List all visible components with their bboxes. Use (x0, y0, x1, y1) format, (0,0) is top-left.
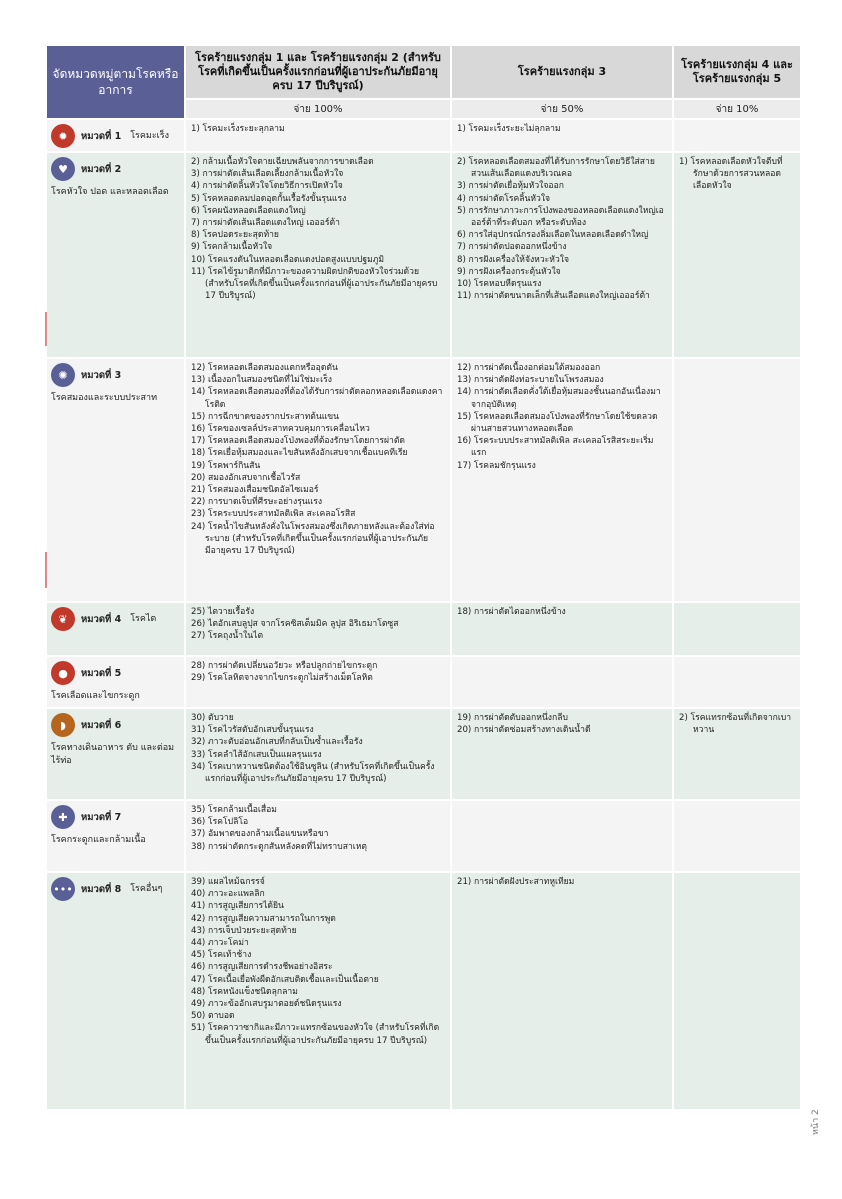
disease-list-g1 (185, 602, 451, 656)
category-row (46, 119, 801, 152)
disease-item: 41) การสูญเสียการได้ยิน (191, 901, 284, 912)
group1-2-payout: จ่าย 100% (185, 99, 451, 119)
disease-item: 18) โรคเยื่อหุ้มสมองและไขสันหลังอักเสบจากเชื้อแบคทีเรีย (191, 448, 408, 459)
disease-list-g1 (185, 656, 451, 708)
disease-list-g45 (673, 358, 801, 602)
disease-item: 21) การผ่าตัดฝังประสาทหูเทียม (457, 877, 575, 887)
group4-5-header: โรคร้ายแรงกลุ่ม 4 และโรคร้ายแรงกลุ่ม 5 (673, 45, 801, 99)
disease-item: 28) การผ่าตัดเปลี่ยนอวัยวะ หรือปลูกถ่ายไขกระดูก (191, 661, 378, 671)
category-row (46, 800, 801, 872)
category-description: โรคเลือดและไขกระดูก (51, 691, 140, 701)
category-row (46, 656, 801, 708)
category-number: หมวดที่ 7 (81, 811, 122, 823)
group3-payout: จ่าย 50% (451, 99, 673, 119)
group3-header: โรคร้ายแรงกลุ่ม 3 (451, 45, 673, 99)
disease-list-g1 (185, 872, 451, 1110)
disease-item: 10) โรคแรงดันในหลอดเลือดแดงปอดสูงแบบปฐมภูมิ (191, 254, 385, 265)
disease-item: 17) โรคหลอดเลือดสมองโป่งพองที่ต้องรักษาโดยการผ่าตัด (191, 436, 405, 447)
disease-item: 4) การผ่าตัดโรคลิ้นหัวใจ (457, 193, 551, 204)
disease-item: 10) โรคหอบหืดรุนแรง (457, 279, 542, 290)
disease-item: 45) โรคเท้าช้าง (191, 950, 252, 961)
disease-item: 19) การผ่าตัดตับออกหนึ่งกลีบ (457, 713, 568, 723)
disease-item: 3) การผ่าตัดเยื่อหุ้มหัวใจออก (457, 181, 564, 192)
disease-item: 20) สมองอักเสบจากเชื้อไวรัส (191, 472, 301, 483)
heart-icon: ♥ (51, 157, 75, 181)
disease-list-g3 (451, 800, 673, 872)
category-row (46, 872, 801, 1110)
disease-item: 46) การสูญเสียการดำรงชีพอย่างอิสระ (191, 962, 333, 973)
critical-illness-table (45, 44, 802, 1111)
disease-list-g3 (451, 708, 673, 800)
disease-item: 12) โรคหลอดเลือดสมองแตกหรืออุดตัน (191, 363, 338, 373)
disease-list-g3 (451, 656, 673, 708)
disease-item: 2) โรคแทรกซ้อนที่เกิดจากเบาหวาน (679, 713, 792, 736)
category-number: หมวดที่ 5 (81, 667, 122, 679)
category-label-cell (46, 602, 185, 656)
disease-list-g45 (673, 872, 801, 1110)
disease-item: 37) อัมพาตของกล้ามเนื้อแขนหรือขา (191, 829, 329, 840)
disease-item: 13) การผ่าตัดฝังท่อระบายในโพรงสมอง (457, 375, 604, 386)
disease-item: 17) โรคลมชักรุนแรง (457, 460, 536, 471)
disease-list-g45 (673, 708, 801, 800)
category-label-cell (46, 119, 185, 152)
category-name: โรคไต (130, 613, 157, 624)
disease-item: 19) โรคพาร์กินสัน (191, 460, 261, 471)
disease-item: 18) การผ่าตัดไตออกหนึ่งข้าง (457, 607, 566, 617)
disease-item: 5) การรักษาภาวะการโป่งพองของหลอดเลือดแดงใหญ่เอออร์ต้าที่ระดับอก หรือระดับท้อง (457, 205, 664, 229)
disease-list-g3 (451, 152, 673, 358)
disease-item: 11) การผ่าตัดขนาดเล็กที่เส้นเลือดแดงใหญ่เอออร์ต้า (457, 291, 650, 302)
disease-item: 23) โรคระบบประสาทมัลติเพิล สะเคลอโรสิส (191, 509, 356, 520)
disease-item: 8) การฝังเครื่องให้จังหวะหัวใจ (457, 254, 570, 265)
disease-item: 6) โรคผนังหลอดเลือดแดงใหญ่ (191, 205, 306, 216)
category-row (46, 358, 801, 602)
disease-item: 21) โรคสมองเสื่อมชนิดอัลไซเมอร์ (191, 485, 319, 496)
disease-item: 12) การผ่าตัดเนื้องอกต่อมใต้สมองออก (457, 363, 601, 373)
disease-item: 13) เนื้องอกในสมองชนิดที่ไม่ใช่มะเร็ง (191, 375, 332, 386)
disease-item: 2) โรคหลอดเลือดสมองที่ได้รับการรักษาโดยวิธีใส่สายสวนเส้นเลือดแดงบริเวณคอ (457, 157, 655, 180)
margin-mark (45, 312, 47, 346)
disease-item: 51) โรคคาวาซากิและมีภาวะแทรกซ้อนของหัวใจ (สำหรับโรคที่เกิดขึ้นเป็นครั้งแรกก่อนที่ผู้เอาประกันภัยมีอายุครบ 17 ปีบริบูรณ์) (191, 1023, 440, 1046)
disease-item: 7) การผ่าตัดเส้นเลือดแดงใหญ่ เอออร์ต้า (191, 218, 340, 229)
disease-item: 20) การผ่าตัดซ่อมสร้างทางเดินน้ำดี (457, 725, 591, 736)
disease-item: 15) การฉีกขาดของรากประสาทต้นแขน (191, 411, 340, 422)
disease-item: 14) โรคหลอดเลือดสมองที่ต้องได้รับการผ่าตัดลอกหลอดเลือดแดงคาโรติด (191, 387, 443, 410)
disease-item: 47) โรคเนื้อเยื่อพังผืดอักเสบติดเชื้อและเป็นเนื้อตาย (191, 974, 379, 985)
disease-list-g1 (185, 119, 451, 152)
disease-item: 5) โรคหลอดลมปอดอุดกั้นเรื้อรังขั้นรุนแรง (191, 193, 347, 204)
category-label-cell (46, 708, 185, 800)
disease-list-g45 (673, 800, 801, 872)
disease-item: 24) โรคน้ำไขสันหลังคั่งในโพรงสมองซึ่งเกิดภายหลังและต้องใส่ท่อระบาย (สำหรับโรคที่เกิดขึ้นเป็นครั้งแรกก่อนที่ผู้เอาประกันภัยมีอายุครบ 17 ปีบริบูรณ์) (191, 521, 435, 557)
category-label-cell (46, 358, 185, 602)
category-number: หมวดที่ 8 (81, 883, 122, 895)
disease-item: 26) ไตอักเสบลูปุส จากโรคซิสเต็มมิค ลูปุส อิริเธมาโตซูส (191, 619, 399, 630)
disease-list-g45 (673, 152, 801, 358)
category-row (46, 602, 801, 656)
category-description: โรคทางเดินอาหาร ตับ และต่อมไร้ท่อ (51, 743, 175, 766)
disease-item: 40) ภาวะอะแพลลิก (191, 889, 265, 900)
disease-item: 35) โรคกล้ามเนื้อเสื่อม (191, 805, 277, 815)
category-number: หมวดที่ 1 (81, 130, 122, 142)
disease-item: 31) โรคไวรัสตับอักเสบขั้นรุนแรง (191, 725, 314, 736)
disease-item: 14) การผ่าตัดเลือดคั่งใต้เยื่อหุ้มสมองชั้นนอกอันเนื่องมาจากอุบัติเหตุ (457, 387, 661, 410)
disease-item: 34) โรคเบาหวานชนิดต้องใช้อินซูลิน (สำหรับโรคที่เกิดขึ้นเป็นครั้งแรกก่อนที่ผู้เอาประกันภัยมีอายุครบ 17 ปีบริบูรณ์) (191, 761, 435, 785)
disease-item: 25) ไตวายเรื้อรัง (191, 607, 255, 617)
disease-item: 11) โรคไข้รูมาติกที่มีภาวะของความผิดปกติของหัวใจร่วมด้วย (สำหรับโรคที่เกิดขึ้นเป็นครั้งแรกก่อนที่ผู้เอาประกันภัยมีอายุครบ 17 ปีบริบูรณ์) (191, 266, 438, 302)
category-description: โรคกระดูกและกล้ามเนื้อ (51, 835, 146, 845)
cancer-cell-icon: ✹ (51, 124, 75, 148)
disease-list-g1 (185, 800, 451, 872)
disease-item: 49) ภาวะข้ออักเสบรูมาตอยด์ชนิดรุนแรง (191, 999, 342, 1010)
disease-item: 29) โรคโลหิตจางจากไขกระดูกไม่สร้างเม็ดโลหิต (191, 673, 373, 684)
disease-list-g3 (451, 119, 673, 152)
disease-item: 3) การผ่าตัดเส้นเลือดเลี้ยงกล้ามเนื้อหัวใจ (191, 169, 344, 180)
disease-item: 44) ภาวะโคม่า (191, 938, 249, 949)
category-row (46, 708, 801, 800)
disease-item: 50) ตาบอด (191, 1011, 235, 1022)
brain-icon: ✺ (51, 363, 75, 387)
disease-item: 9) การฝังเครื่องกระตุ้นหัวใจ (457, 266, 561, 277)
disease-item: 43) การเจ็บป่วยระยะสุดท้าย (191, 925, 297, 936)
margin-mark (45, 552, 47, 588)
disease-item: 27) โรคถุงน้ำในไต (191, 631, 264, 642)
liver-icon: ◗ (51, 713, 75, 737)
joint-icon: ✚ (51, 805, 75, 829)
disease-item: 15) โรคหลอดเลือดสมองโป่งพองที่รักษาโดยใช้ขดลวดผ่านสายสวนทางหลอดเลือด (457, 411, 658, 435)
disease-list-g1 (185, 358, 451, 602)
disease-item: 1) โรคมะเร็งระยะไม่ลุกลาม (457, 124, 561, 134)
disease-list-g1 (185, 152, 451, 358)
disease-item: 33) โรคลำไส้อักเสบเป็นแผลรุนแรง (191, 749, 322, 760)
kidney-icon: ❦ (51, 607, 75, 631)
disease-list-g45 (673, 119, 801, 152)
disease-item: 8) โรคปอดระยะสุดท้าย (191, 230, 279, 241)
category-label-cell (46, 800, 185, 872)
disease-item: 1) โรคมะเร็งระยะลุกลาม (191, 124, 285, 134)
category-name: โรคอื่นๆ (130, 883, 163, 894)
more-dots-icon: ••• (51, 877, 75, 901)
page-number: หน้า 2 (811, 1109, 821, 1135)
category-label-cell (46, 656, 185, 708)
disease-item: 39) แผลไหม้ฉกรรจ์ (191, 877, 265, 887)
category-description: โรคสมองและระบบประสาท (51, 393, 158, 403)
disease-item: 30) ตับวาย (191, 713, 234, 723)
category-description: โรคหัวใจ ปอด และหลอดเลือด (51, 187, 169, 197)
disease-item: 7) การผ่าตัดปอดออกหนึ่งข้าง (457, 242, 567, 253)
disease-list-g3 (451, 358, 673, 602)
disease-item: 32) ภาวะตับอ่อนอักเสบที่กลับเป็นซ้ำและเรื้อรัง (191, 737, 363, 748)
blood-cell-icon: ● (51, 661, 75, 685)
disease-item: 6) การใส่อุปกรณ์กรองลิ่มเลือดในหลอดเลือดดำใหญ่ (457, 230, 649, 241)
disease-item: 1) โรคหลอดเลือดหัวใจตีบที่รักษาด้วยการสวนหลอดเลือดหัวใจ (679, 157, 783, 192)
disease-list-g3 (451, 872, 673, 1110)
disease-item: 16) โรคระบบประสาทมัลติเพิล สะเคลอโรสิสระยะเริ่มแรก (457, 436, 654, 459)
group4-5-payout: จ่าย 10% (673, 99, 801, 119)
disease-item: 22) การบาดเจ็บที่ศีรษะอย่างรุนแรง (191, 497, 323, 508)
disease-list-g3 (451, 602, 673, 656)
disease-item: 16) โรคของเซลล์ประสาทควบคุมการเคลื่อนไหว (191, 424, 370, 435)
disease-item: 9) โรคกล้ามเนื้อหัวใจ (191, 242, 273, 253)
category-number: หมวดที่ 6 (81, 719, 122, 731)
disease-item: 38) การผ่าตัดกระดูกสันหลังคดที่ไม่ทราบสาเหตุ (191, 841, 367, 852)
category-number: หมวดที่ 2 (81, 163, 122, 175)
disease-list-g45 (673, 602, 801, 656)
disease-list-g45 (673, 656, 801, 708)
category-name: โรคมะเร็ง (130, 130, 169, 141)
disease-list-g1 (185, 708, 451, 800)
disease-item: 48) โรคหนังแข็งชนิดลุกลาม (191, 986, 298, 997)
group1-2-header: โรคร้ายแรงกลุ่ม 1 และ โรคร้ายแรงกลุ่ม 2 (สำหรับโรคที่เกิดขึ้นเป็นครั้งแรกก่อนที่ผู้เอาประกันภัยมีอายุครบ 17 ปีบริบูรณ์) (185, 45, 451, 99)
coverage-sheet (45, 44, 800, 1111)
disease-item: 42) การสูญเสียความสามารถในการพูด (191, 913, 336, 924)
category-row (46, 152, 801, 358)
category-label-cell (46, 152, 185, 358)
category-column-header: จัดหมวดหมู่ตามโรคหรืออาการ (46, 45, 185, 119)
disease-item: 4) การผ่าตัดลิ้นหัวใจโดยวิธีการเปิดหัวใจ (191, 181, 343, 192)
disease-item: 36) โรคโปลิโอ (191, 817, 249, 828)
category-label-cell (46, 872, 185, 1110)
category-number: หมวดที่ 4 (81, 613, 122, 625)
disease-item: 2) กล้ามเนื้อหัวใจตายเฉียบพลันจากการขาดเลือด (191, 157, 374, 167)
category-number: หมวดที่ 3 (81, 369, 122, 381)
